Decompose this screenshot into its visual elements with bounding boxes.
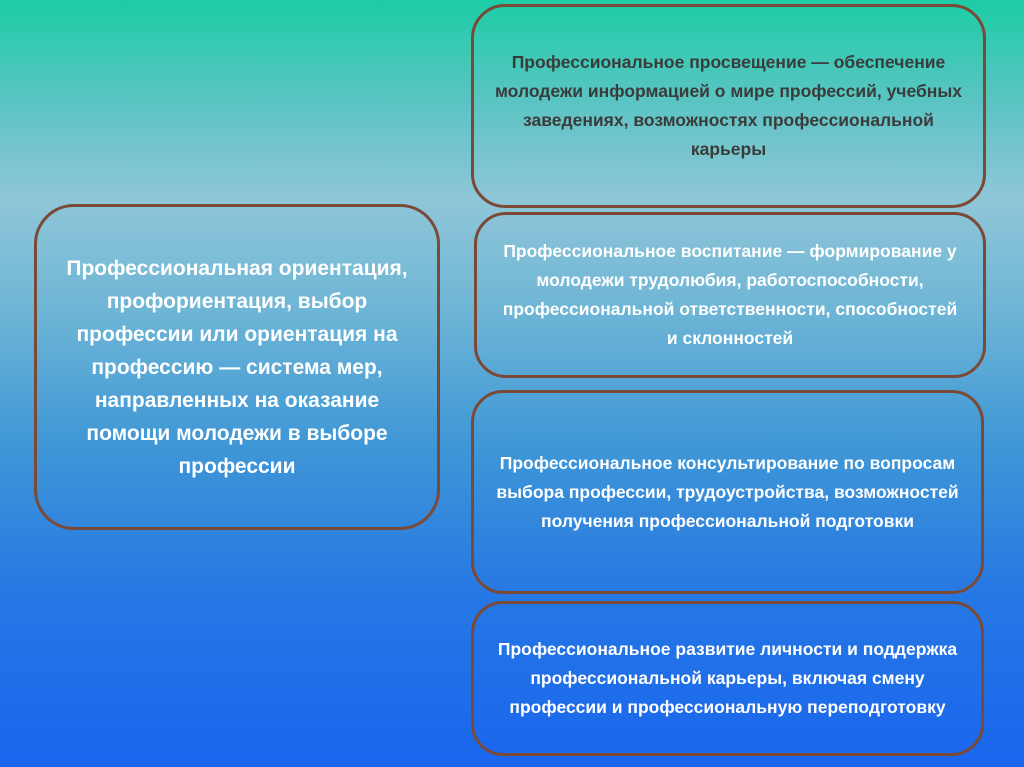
component-box-development [471, 601, 984, 756]
component-text-development: Профессиональное развитие личности и поддержка профессиональной карьеры, включая смену профессии и профессиональную переподготовку [497, 639, 958, 717]
component-text-upbringing: Профессиональное воспитание — формирование у молодежи трудолюбия, работоспособности, профессиональной ответственности, способностей и склонностей [502, 241, 958, 348]
component-text-education: Профессиональное просвещение — обеспечение молодежи информацией о мире профессий, учебных заведениях, возможностях профессиональной карьеры [494, 52, 963, 159]
component-box-upbringing [474, 212, 986, 378]
main-definition-text: Профессиональная ориентация, профориентация, выбор профессии или ориентация на профессию — система мер, направленных на оказание помощи молодежи в выборе профессии [66, 256, 408, 478]
component-box-consulting [471, 390, 984, 594]
component-text-consulting: Профессиональное консультирование по вопросам выбора профессии, трудоустройства, возможностей получения профессиональной подготовки [496, 452, 959, 531]
main-definition-box [34, 204, 440, 530]
component-box-education [471, 4, 986, 208]
